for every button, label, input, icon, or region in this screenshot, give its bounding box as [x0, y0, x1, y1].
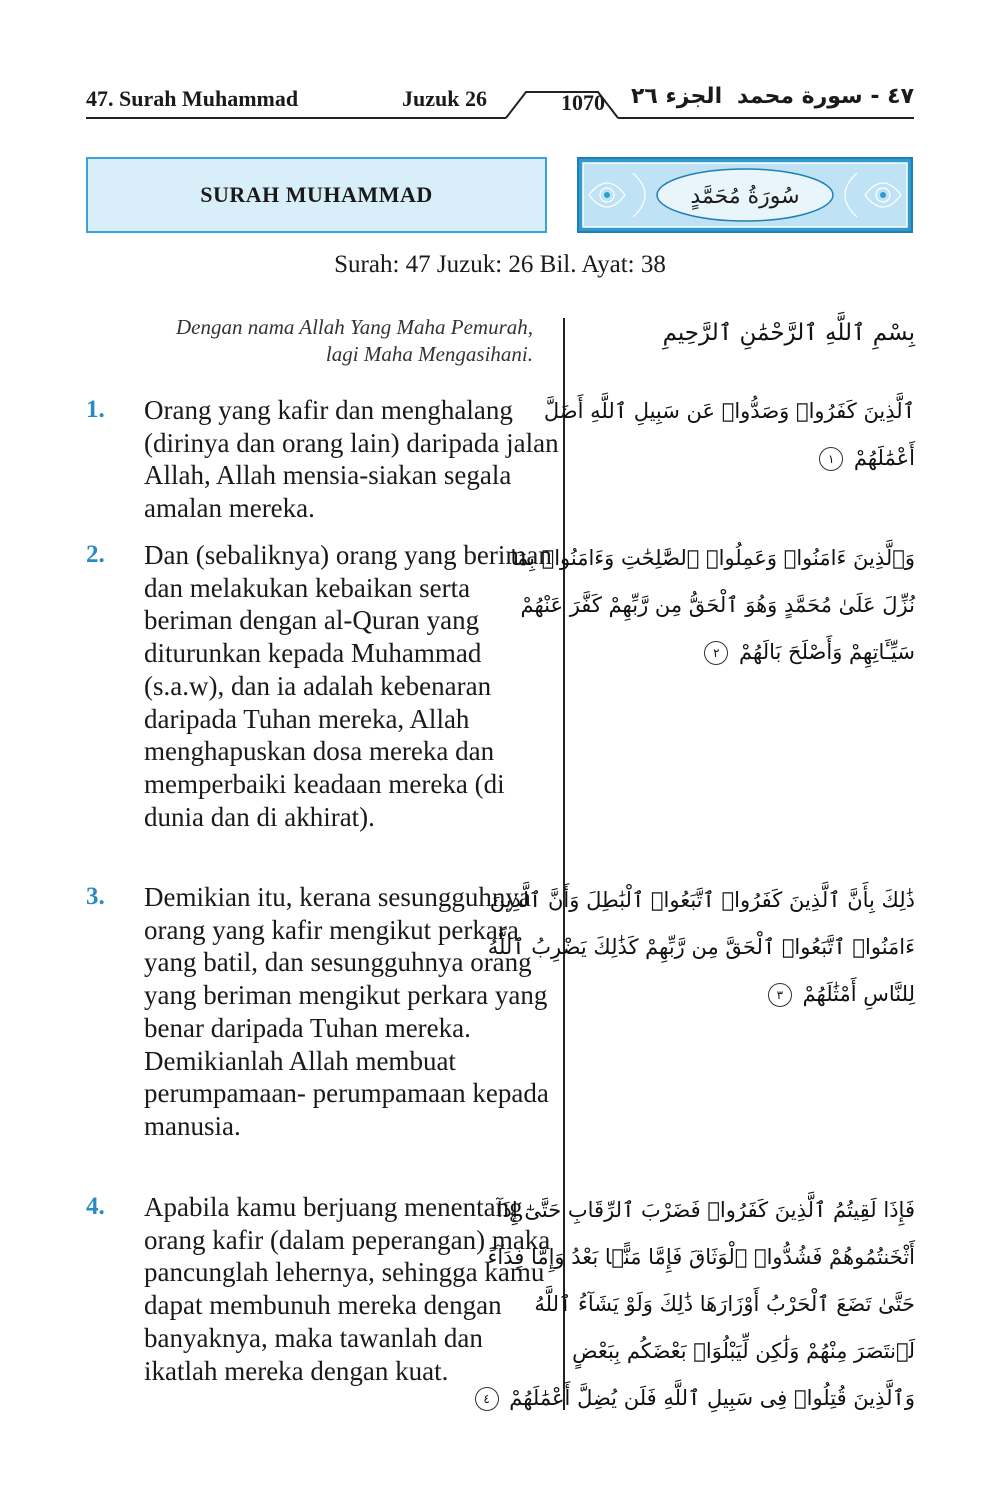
arabic-line: ذَٰلِكَ بِأَنَّ ٱلَّذِينَ كَفَرُوا۟ ٱتَّبَعُوا۟ ٱلْبَٰطِلَ وَأَنَّ ٱلَّذِينَ	[489, 888, 915, 912]
verse-number: 2.	[86, 541, 105, 568]
verse-number: 1.	[86, 396, 105, 423]
bismillah-arabic	[585, 310, 915, 357]
bismillah-line-2: lagi Maha Mengasihani.	[325, 342, 533, 366]
verse-2-arabic	[510, 535, 915, 676]
ayah-end-icon: ١	[819, 447, 843, 471]
arabic-line: لِلنَّاسِ أَمْثَٰلَهُمْ ٣	[585, 971, 915, 1018]
header-juzuk: Juzuk 26	[402, 86, 487, 111]
verse-1-arabic	[543, 388, 915, 482]
page-number: 1070	[561, 90, 605, 115]
ayah-end-icon: ٣	[768, 983, 792, 1007]
verse-3-arabic	[487, 877, 915, 1018]
header-arabic-surah: ٤٧ - سورة محمد	[737, 84, 914, 109]
arabic-line: ءَامَنُوا۟ ٱتَّبَعُوا۟ ٱلْحَقَّ مِن رَّبِّهِمْ كَذَٰلِكَ يَضْرِبُ ٱللَّهُ	[487, 935, 915, 959]
ayah-end-icon: ٤	[475, 1387, 499, 1411]
arabic-line: فَإِذَا لَقِيتُمُ ٱلَّذِينَ كَفَرُوا۟ فَضَرْبَ ٱلرِّقَابِ حَتَّىٰٓ إِذَآ	[496, 1198, 915, 1222]
header-arabic-juz: الجزء ٢٦	[631, 84, 723, 109]
ayah-end-icon: ٢	[704, 641, 728, 665]
surah-title-box	[86, 157, 547, 233]
surah-info: Surah: 47 Juzuk: 26 Bil. Ayat: 38	[334, 251, 666, 278]
verse-text: Apabila kamu berjuang menentang orang kafir (dalam peperangan) maka pancunglah lehernya, sehingga kamu dapat membunuh mereka dengan banyaknya, maka tawanlah dan ikatlah mereka dengan kuat.	[144, 1192, 551, 1386]
arabic-line: لَٱنتَصَرَ مِنْهُمْ وَلَٰكِن لِّيَبْلُوَا۟ بَعْضَكُم بِبَعْضٍ	[572, 1339, 915, 1363]
verse-text: Dan (sebaliknya) orang yang beriman dan melakukan kebaikan serta beriman dengan al-Quran yang diturunkan kepada Muhammad (s.a.w), dan ia adalah kebenaran daripada Tuhan mereka, Allah menghapuskan dosa mereka dan memperbaiki keadaan mereka (di dunia dan di akhirat).	[144, 540, 552, 832]
header-surah-name: 47. Surah Muhammad	[86, 86, 299, 111]
arabic-line: أَثْخَنتُمُوهُمْ فَشُدُّوا۟ ٱلْوَثَاقَ فَإِمَّا مَنًّۢا بَعْدُ وَإِمَّا فِدَآءً	[487, 1245, 915, 1269]
verse-text: Demikian itu, kerana sesungguhnya orang yang kafir mengikut perkara yang batil, dan sesungguhnya orang yang beriman mengikut perkara yang benar daripada Tuhan mereka. Demikianlah Allah membuat perumpamaan- perumpamaan kepada manusia.	[144, 882, 549, 1141]
verse-number: 4.	[86, 1193, 105, 1220]
verse-text: Orang yang kafir dan menghalang (dirinya dan orang lain) daripada jalan Allah, Allah mensia-siakan segala amalan mereka.	[144, 395, 559, 524]
verse-number: 3.	[86, 883, 105, 910]
arabic-line: حَتَّىٰ تَضَعَ ٱلْحَرْبُ أَوْزَارَهَا ذَٰلِكَ وَلَوْ يَشَآءُ ٱللَّهُ	[534, 1292, 915, 1316]
verse-4-arabic	[483, 1187, 915, 1422]
arabic-line: وَٱلَّذِينَ ءَامَنُوا۟ وَعَمِلُوا۟ ٱلصَّٰلِحَٰتِ وَءَامَنُوا۟ بِمَا	[510, 546, 915, 570]
surah-title: SURAH MUHAMMAD	[200, 182, 433, 207]
bismillah-arabic-text: بِسْمِ ٱللَّهِ ٱلرَّحْمَٰنِ ٱلرَّحِيمِ	[662, 320, 915, 346]
bismillah-translation	[86, 314, 533, 368]
surah-ornament	[577, 157, 913, 233]
page-header	[86, 84, 914, 118]
arabic-line: سَيِّـَٔاتِهِمْ وَأَصْلَحَ بَالَهُمْ ٢	[585, 629, 915, 676]
bismillah-line-1: Dengan nama Allah Yang Maha Pemurah,	[176, 315, 533, 339]
arabic-line: ٱلَّذِينَ كَفَرُوا۟ وَصَدُّوا۟ عَن سَبِيلِ ٱللَّهِ أَضَلَّ	[543, 399, 915, 423]
arabic-line: وَٱلَّذِينَ قُتِلُوا۟ فِى سَبِيلِ ٱللَّهِ فَلَن يُضِلَّ أَعْمَٰلَهُمْ ٤	[585, 1375, 915, 1422]
arabic-line: أَعْمَٰلَهُمْ ١	[585, 435, 915, 482]
arabic-line: نُزِّلَ عَلَىٰ مُحَمَّدٍ وَهُوَ ٱلْحَقُّ مِن رَّبِّهِمْ كَفَّرَ عَنْهُمْ	[520, 593, 915, 617]
ornament-arabic-title: سُورَةُ مُحَمَّدٍ	[690, 184, 800, 209]
